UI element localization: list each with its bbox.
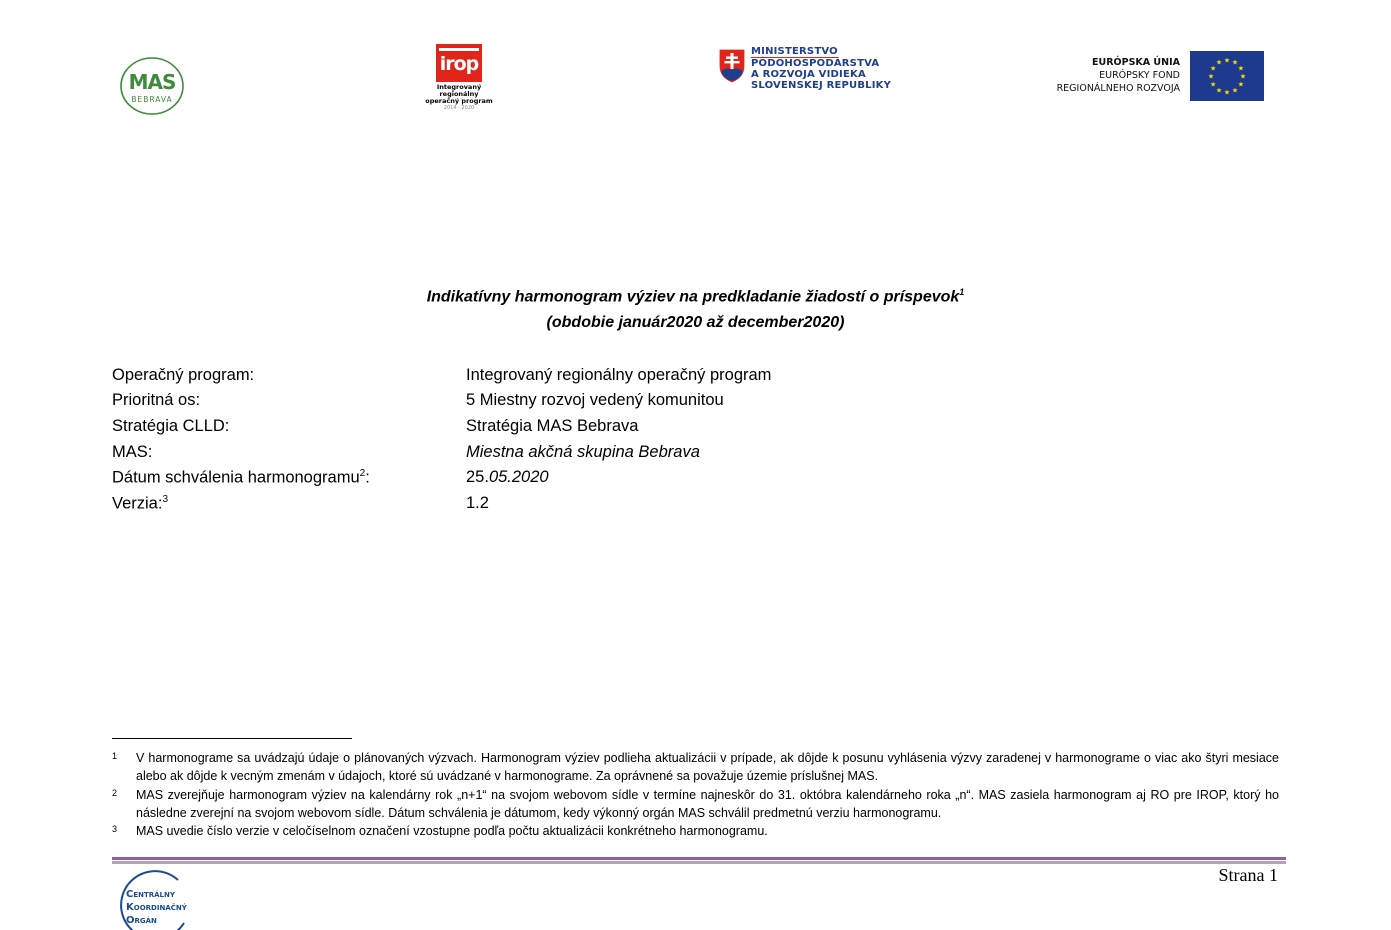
- info-value: Miestna akčná skupina Bebrava: [466, 443, 700, 461]
- ministry-logo: [718, 46, 892, 98]
- ministry-line-4: SLOVENSKEJ REPUBLIKY: [751, 80, 892, 91]
- info-row-approval-date: [112, 468, 1262, 494]
- eu-star-icon: ★: [1231, 59, 1239, 67]
- info-label: Prioritná os:: [112, 391, 201, 409]
- mas-bebrava-logo: [120, 57, 184, 115]
- eu-star-icon: ★: [1237, 81, 1244, 89]
- document-subtitle: (obdobie január2020 až december2020): [546, 314, 845, 331]
- mas-logo-main: MAS: [128, 70, 176, 94]
- irop-caption-2: operačný program: [425, 97, 493, 105]
- cko-line-2: Koordinačný: [126, 902, 187, 913]
- eu-flag-icon: [1190, 51, 1264, 101]
- ministry-line-2: PÔDOHOSPODÁRSTVA: [751, 58, 880, 69]
- info-label: Operačný program:: [112, 366, 255, 384]
- footnote-2: [112, 786, 1279, 822]
- page-number: Strana 1: [1218, 865, 1278, 885]
- info-row-clld-strategy: [112, 417, 1262, 443]
- info-value: Integrovaný regionálny operačný program: [466, 366, 772, 384]
- eu-star-icon: ★: [1223, 57, 1231, 65]
- footnote-3: [112, 822, 1279, 840]
- footer-bar-bottom: [112, 861, 1286, 864]
- info-label: Dátum schválenia harmonogramu$^2$:: [112, 468, 370, 487]
- footer-bar-top: [112, 857, 1286, 860]
- eu-line-2: EURÓPSKY FOND: [1099, 70, 1180, 81]
- footnote-number: 3: [112, 824, 118, 834]
- info-value: Stratégia MAS Bebrava: [466, 417, 639, 435]
- cko-line-3: Orgán: [126, 915, 157, 926]
- irop-logo: [420, 44, 498, 110]
- slovak-coat-of-arms-icon: [718, 48, 746, 84]
- eu-logo-text: [1040, 56, 1180, 95]
- title-footnote-ref: 1: [959, 287, 965, 297]
- info-label: Stratégia CLLD:: [112, 417, 230, 435]
- footnote-text: MAS uvedie číslo verzie v celočíselnom označení vzostupne podľa počtu aktualizácii konkrétneho harmonogramu.: [136, 824, 768, 838]
- footnote-number: 2: [112, 788, 118, 798]
- ministry-line-1: MINISTERSTVO: [751, 46, 838, 57]
- eu-line-3: REGIONÁLNEHO ROZVOJA: [1056, 83, 1180, 94]
- eu-star-icon: ★: [1207, 73, 1215, 81]
- info-value: 25.05.2020: [466, 468, 549, 486]
- irop-caption-1: Integrovaný regionálny: [436, 83, 482, 98]
- eu-star-icon: ★: [1239, 73, 1247, 81]
- info-row-version: [112, 494, 1262, 520]
- footnote-text: MAS zverejňuje harmonogram výziev na kalendárny rok „n+1“ na svojom webovom sídle v termíne najneskôr do 31. októbra kalendárneho roka „n“. MAS zasiela harmonogram aj RO pre IROP, ktorý ho následne zverejní na svojom webovom sídle. Dátum schválenia je dátumom, kedy výkonný orgán MAS schválil predmetnú verziu harmonogramu.: [136, 788, 1279, 820]
- eu-star-icon: ★: [1237, 65, 1244, 73]
- mas-logo-sub: BEBRAVA: [131, 95, 173, 104]
- footnote-1: [112, 749, 1279, 785]
- info-row-mas: [112, 443, 1262, 469]
- footnote-separator: [112, 738, 352, 739]
- eu-star-icon: ★: [1210, 65, 1217, 73]
- info-row-priority-axis: [112, 391, 1262, 417]
- cko-logo: [118, 868, 228, 930]
- info-value: 1.2: [466, 494, 489, 512]
- eu-star-icon: ★: [1215, 87, 1223, 95]
- footnote-text: V harmonograme sa uvádzajú údaje o plánovaných výzvach. Harmonogram výziev podlieha aktualizácii v prípade, ak dôjde k posunu vyhlásenia výzvy zaradenej v harmonograme o viac ako štyri mesiace alebo ak dôjde k vecným zmenám v údajoch, ktoré sú uvádzané v harmonograme. Za oprávnené sa považuje územie príslušnej MAS.: [136, 751, 1279, 783]
- eu-star-icon: ★: [1223, 89, 1231, 97]
- title-line-1: Indikatívny harmonogram výziev na predkladanie žiadostí o príspevok: [426, 288, 960, 306]
- eu-line-1: EURÓPSKA ÚNIA: [1092, 57, 1180, 68]
- info-label: MAS:: [112, 443, 153, 461]
- info-row-operational-program: [112, 366, 1262, 392]
- ministry-line-3: A ROZVOJA VIDIEKA: [751, 69, 866, 80]
- eu-star-icon: ★: [1215, 59, 1223, 67]
- eu-star-icon: ★: [1231, 87, 1239, 95]
- footnote-number: 1: [112, 751, 118, 761]
- irop-years: 2014 - 2020: [443, 105, 475, 111]
- cko-line-1: Centrálny: [126, 889, 175, 900]
- info-label: Verzia:$^3$: [112, 494, 169, 513]
- irop-mark: irop: [439, 53, 479, 75]
- eu-star-icon: ★: [1210, 81, 1217, 89]
- info-value: 5 Miestny rozvoj vedený komunitou: [466, 391, 724, 409]
- document-title: [0, 287, 1391, 306]
